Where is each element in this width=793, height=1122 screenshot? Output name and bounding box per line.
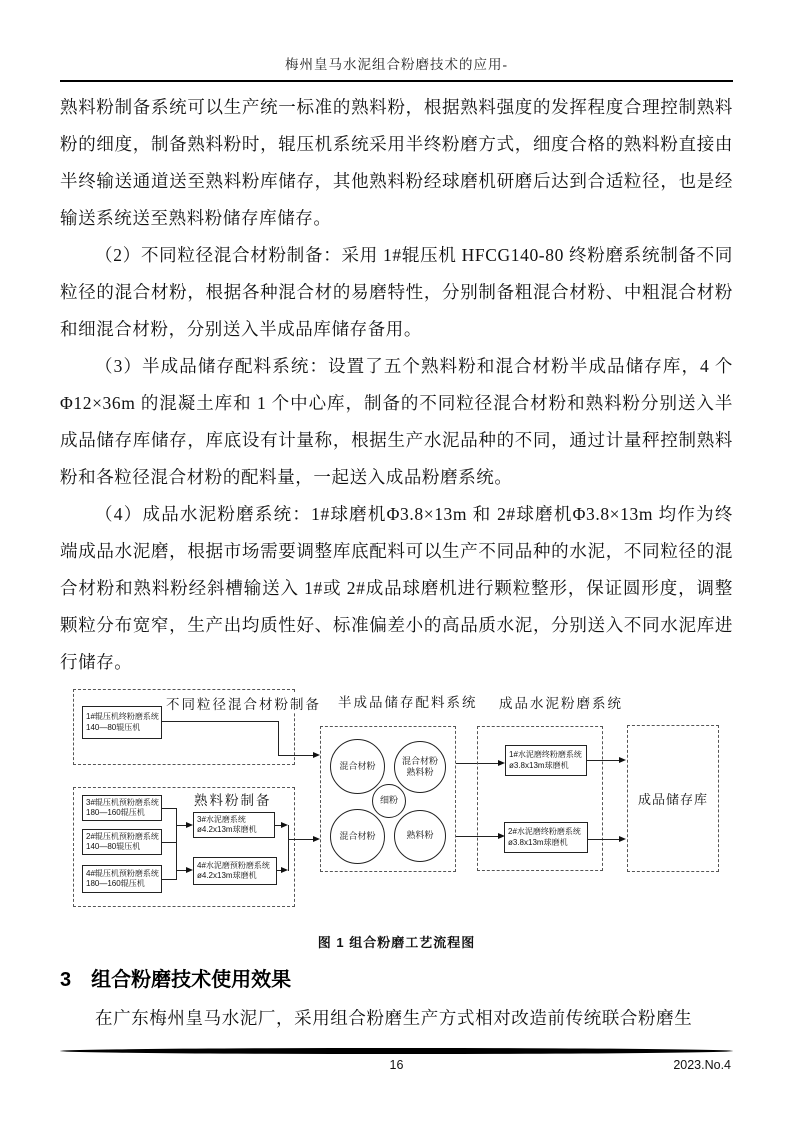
cement-mill4-box	[193, 857, 277, 885]
arrow-icon	[186, 822, 193, 828]
arrow-icon	[313, 752, 320, 758]
header-rule	[60, 80, 733, 82]
figure-caption: 图 1 组合粉磨工艺流程图	[317, 935, 476, 950]
silo-label: 混合材粉	[401, 755, 438, 766]
finish-mill1-box	[505, 745, 587, 776]
connector-line	[278, 755, 313, 756]
press2-line2: 140—80辊压机	[86, 842, 141, 851]
silo-circle-mix2	[330, 809, 385, 864]
press3-box	[82, 795, 162, 821]
connector-line	[162, 842, 176, 843]
silo-label: 混合材粉	[339, 830, 376, 841]
silo-label: 熟料粉	[406, 830, 434, 841]
finish-mill1-line2: ø3.8x13m球磨机	[509, 760, 569, 770]
connector-line	[278, 721, 279, 755]
press1-line1: 1#辊压机终粉磨系统	[86, 712, 159, 722]
arrow-icon	[313, 836, 320, 842]
process-flow-diagram	[60, 683, 733, 919]
paragraph: （2）不同粒径混合材粉制备：采用 1#辊压机 HFCG140-80 终粉磨系统制备不同粒径的混合材粉，根据各种混合材的易磨特性，分别制备粗混合材粉、中粗混合材粉和细混合材粉，分别送入半成品库储存备用。	[60, 245, 733, 339]
connector-line	[162, 721, 278, 722]
arrow-icon	[281, 867, 288, 873]
silo-circle-mix-clinker	[394, 741, 446, 793]
mill3-line2: ø4.2x13m球磨机	[197, 825, 257, 834]
arrow-icon	[281, 822, 288, 828]
connector-line	[587, 760, 619, 761]
page-header	[60, 53, 733, 82]
silo-circle-clinker	[394, 810, 446, 862]
press2-box	[82, 829, 162, 855]
press1-box	[82, 706, 162, 739]
semi-storage-title: 半成品储存配料系统	[336, 691, 480, 711]
silo-label: 细粉	[379, 795, 398, 806]
arrow-icon	[186, 867, 193, 873]
mill4-line2: ø4.2x13m球磨机	[197, 871, 257, 880]
footer-rule	[60, 1048, 733, 1054]
press2-line1: 2#辊压机预粉磨系统	[86, 831, 159, 841]
body-text-continued	[60, 1000, 733, 1037]
connector-line	[288, 839, 313, 840]
mill4-line1: 4#水泥磨预粉磨系统	[197, 860, 270, 870]
press3-line2: 180—160辊压机	[86, 808, 145, 817]
paragraph: （4）成品水泥粉磨系统：1#球磨机Φ3.8×13m 和 2#球磨机Φ3.8×13m 均作为终端成品水泥磨，根据市场需要调整库底配料可以生产不同品种的水泥，不同粒径的混合材粉和熟料粉经斜槽输送入 1#或 2#成品球磨机进行颗粒整形，保证圆形度，调整颗粒分布宽窄，生产出均质性好、标准偏差小的高品质水泥，分别送入不同水泥库进行储存。	[60, 504, 733, 672]
press4-box	[82, 865, 162, 893]
finish-grinding-title: 成品水泥粉磨系统	[497, 692, 625, 712]
paragraph: 熟料粉制备系统可以生产统一标准的熟料粉，根据熟料强度的发挥程度合理控制熟料粉的细度，制备熟料粉时，辊压机系统采用半终粉磨方式，细度合格的熟料粉直接由半终输送通道送至熟料粉库储存，其他熟料粉经球磨机研磨后达到合适粒径，也是经输送系统送至熟料粉储存库储存。	[60, 97, 733, 228]
body-text	[60, 89, 733, 681]
finish-mill2-box	[504, 822, 588, 853]
paragraph: 在广东梅州皇马水泥厂，采用组合粉磨生产方式相对改造前传统联合粉磨生	[95, 1008, 693, 1028]
press4-line2: 180—160辊压机	[86, 879, 145, 888]
section-heading	[60, 963, 733, 992]
silo-label: 熟料粉	[406, 767, 434, 777]
finish-mill2-line2: ø3.8x13m球磨机	[508, 837, 568, 847]
finish-mill1-line1: 1#水泥磨终粉磨系统	[509, 750, 582, 760]
connector-line	[288, 825, 289, 871]
silo-circle-mix1	[330, 739, 385, 794]
press1-line2: 140—80辊压机	[86, 722, 141, 732]
silo-label: 混合材粉	[339, 760, 376, 771]
connector-line	[162, 879, 176, 880]
finish-mill2-line1: 2#水泥磨终粉磨系统	[508, 827, 581, 837]
section-title: 组合粉磨技术使用效果	[91, 969, 292, 991]
connector-line	[588, 839, 619, 840]
press3-line1: 3#辊压机预粉磨系统	[86, 797, 159, 807]
cement-mill3-box	[193, 812, 275, 838]
running-title: 梅州皇马水泥组合粉磨技术的应用-	[285, 57, 508, 72]
mill3-line1: 3#水泥磨系统	[197, 814, 246, 824]
issue-label: 2023.No.4	[673, 1058, 731, 1072]
arrow-icon	[619, 836, 626, 842]
arrow-icon	[619, 757, 626, 763]
clinker-prep-title: 熟料粉制备	[192, 789, 274, 809]
section-number: 3	[60, 969, 72, 991]
silo-circle-fine	[372, 784, 406, 818]
mix-prep-title: 不同粒径混合材粉制备	[164, 693, 323, 713]
finished-storage-box	[627, 725, 719, 872]
page-number: 16	[389, 1058, 404, 1072]
finished-storage-label: 成品储存库	[637, 792, 708, 807]
paragraph: （3）半成品储存配料系统：设置了五个熟料粉和混合材粉半成品储存库，4 个Φ12×36m 的混凝土库和 1 个中心库，制备的不同粒径混合材粉和熟料粉分别送入半成品储存库储存，库底设有计量称，根据生产水泥品种的不同，通过计量秤控制熟料粉和各粒径混合材粉的配料量，一起送入成品粉磨系统。	[60, 356, 733, 487]
connector-line	[162, 808, 176, 809]
press4-line1: 4#辊压机预粉磨系统	[86, 868, 159, 878]
